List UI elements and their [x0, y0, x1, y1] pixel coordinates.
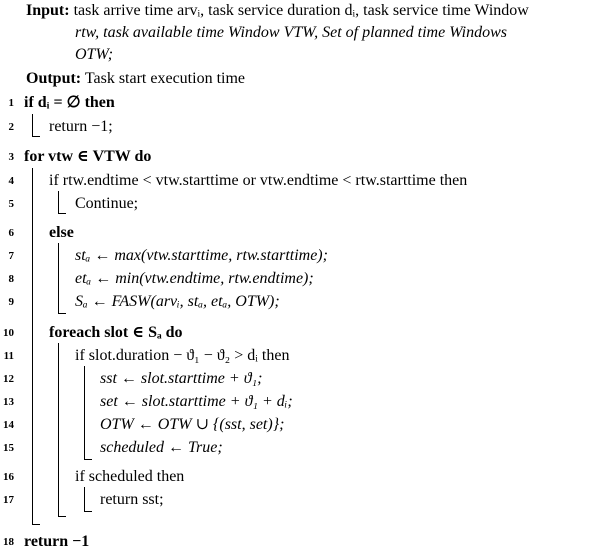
- line-number: 2: [8, 121, 14, 133]
- line-text: if dᵢ = ∅ then: [24, 94, 115, 111]
- input-line-1: [26, 0, 529, 22]
- input-label: Input:: [26, 2, 70, 19]
- line-text: for vtw ∈ VTW do: [24, 148, 152, 165]
- scope-rail-for: [32, 168, 40, 525]
- scope-rail-if-slot: [84, 366, 92, 460]
- scope-rail-foreach: [58, 343, 66, 517]
- input-line-3: [75, 44, 113, 66]
- input-line-2: [75, 22, 507, 44]
- line-number: 9: [8, 296, 14, 308]
- line-number: 4: [8, 175, 14, 187]
- line-number: 15: [3, 442, 14, 454]
- line-number: 16: [3, 471, 14, 483]
- input-text-1: task arrive time arvᵢ, task service duration dᵢ, task service time Window: [73, 2, 529, 19]
- line-number: 8: [8, 273, 14, 285]
- line-text: OTW ← OTW ∪ {(sst, set)};: [100, 416, 285, 433]
- line-number: 3: [8, 151, 14, 163]
- line-text: else: [49, 224, 74, 241]
- line-text: Sₐ ← FASW(arvᵢ, stₐ, etₐ, OTW);: [75, 293, 280, 310]
- scope-rail-if-scheduled: [84, 487, 92, 512]
- scope-rail-else: [58, 243, 66, 314]
- line-number: 6: [8, 227, 14, 239]
- line-number: 1: [8, 97, 14, 109]
- line-text: sst ← slot.starttime + ϑ₁;: [100, 370, 263, 387]
- line-text: return −1;: [49, 118, 113, 135]
- input-text-2: rtw, task available time Window VTW, Set of planned time Windows: [75, 24, 507, 41]
- line-text: Continue;: [75, 195, 139, 212]
- line-text: set ← slot.starttime + ϑ₁ + dᵢ;: [100, 393, 293, 410]
- line-text: etₐ ← min(vtw.endtime, rtw.endtime);: [75, 270, 314, 287]
- output-text: Task start execution time: [84, 70, 246, 87]
- line-text: stₐ ← max(vtw.starttime, rtw.starttime);: [75, 247, 328, 264]
- line-text: if rtw.endtime < vtw.starttime or vtw.endtime < rtw.starttime then: [49, 172, 468, 189]
- scope-rail-if-inner: [58, 191, 66, 214]
- line-number: 18: [3, 536, 14, 548]
- line-number: 13: [3, 396, 14, 408]
- line-number: 10: [3, 327, 14, 339]
- output-label: Output:: [26, 70, 82, 87]
- input-text-3: OTW;: [75, 46, 114, 63]
- line-number: 5: [8, 198, 14, 210]
- line-text: return sst;: [100, 491, 164, 508]
- line-number: 12: [3, 373, 14, 385]
- line-number: 11: [3, 350, 14, 362]
- line-text: return −1: [24, 533, 90, 550]
- line-text: if scheduled then: [75, 468, 185, 485]
- line-text: foreach slot ∈ Sₐ do: [49, 324, 183, 341]
- line-number: 7: [8, 250, 14, 262]
- output-line: [26, 68, 245, 90]
- scope-rail-if: [32, 114, 40, 137]
- line-text: if slot.duration − ϑ₁ − ϑ₂ > dᵢ then: [75, 347, 290, 364]
- line-text: scheduled ← True;: [100, 439, 223, 456]
- line-number: 17: [3, 494, 14, 506]
- line-number: 14: [3, 419, 14, 431]
